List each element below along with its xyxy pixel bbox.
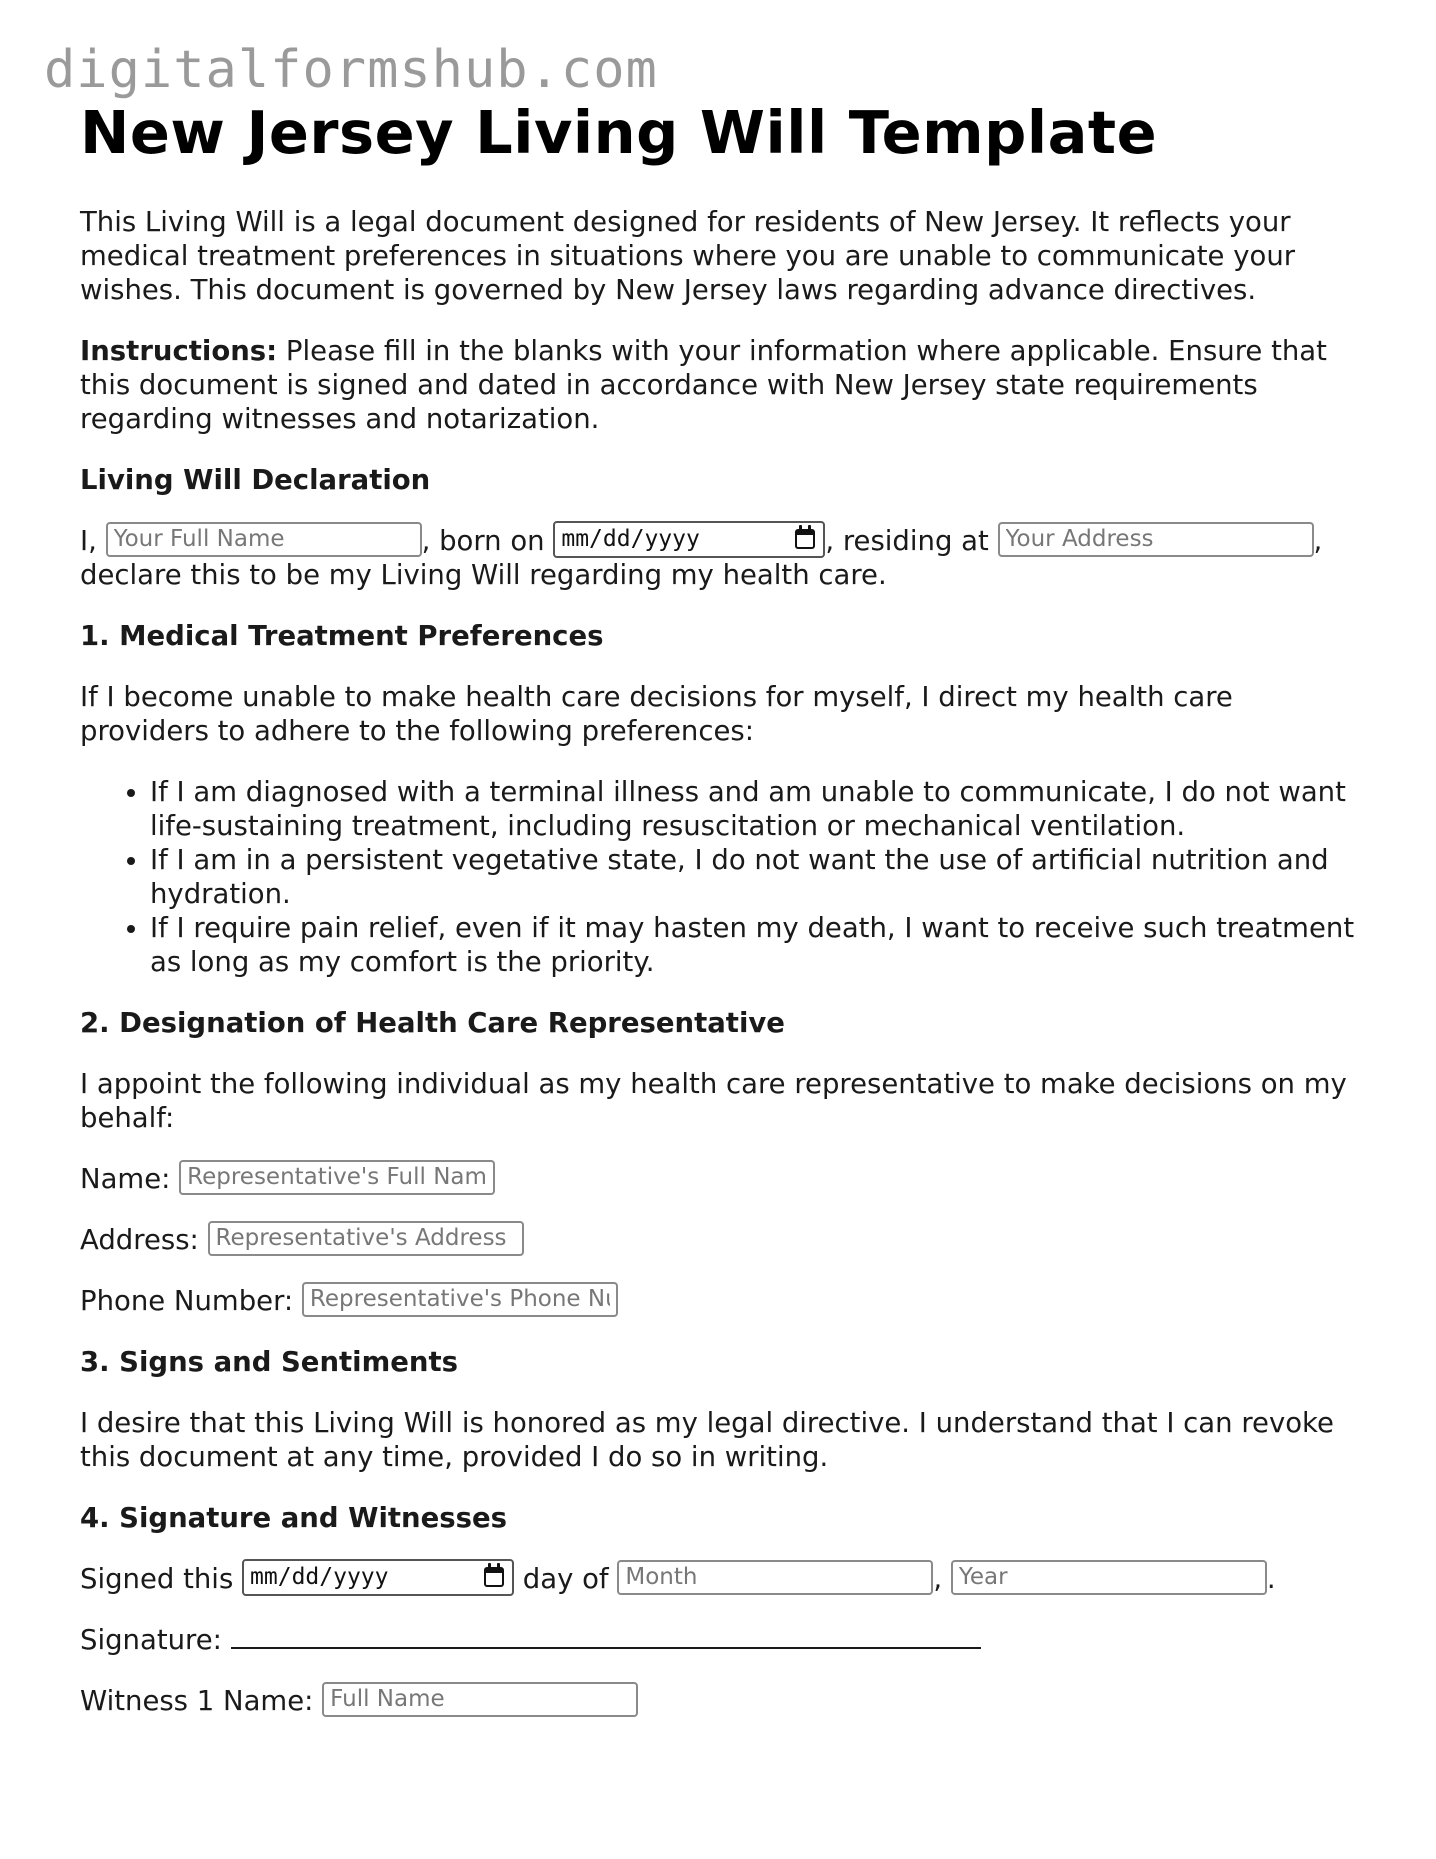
witness-1-name-input[interactable]	[322, 1682, 638, 1717]
declaration-suffix: ,	[1313, 524, 1323, 557]
birth-date-placeholder: mm/dd/yyyy	[561, 526, 700, 553]
instructions-paragraph	[80, 334, 1360, 436]
rep-address-row	[80, 1223, 1360, 1257]
year-input[interactable]	[951, 1560, 1267, 1595]
rep-phone-input[interactable]	[302, 1282, 618, 1317]
signed-date-input[interactable]	[242, 1559, 514, 1596]
signature-label: Signature:	[80, 1623, 231, 1656]
declaration-continuation: declare this to be my Living Will regarding my health care.	[80, 558, 887, 591]
day-of-text: day of	[514, 1562, 618, 1595]
declaration-heading: Living Will Declaration	[80, 463, 431, 496]
section-1-heading: 1. Medical Treatment Preferences	[80, 619, 604, 652]
document-title: New Jersey Living Will Template	[80, 98, 1158, 167]
signature-line[interactable]	[231, 1625, 981, 1649]
signed-date-row	[80, 1562, 1360, 1596]
section-2-intro: I appoint the following individual as my health care representative to make decisions on my behalf:	[80, 1067, 1347, 1134]
watermark: digitalformshub.com	[44, 40, 658, 100]
birth-date-input[interactable]	[553, 521, 825, 558]
rep-phone-label: Phone Number:	[80, 1284, 302, 1317]
calendar-icon[interactable]	[795, 529, 815, 549]
preferences-list	[80, 775, 1360, 979]
period-text: .	[1266, 1562, 1276, 1595]
signed-this-text: Signed this	[80, 1562, 243, 1595]
witness-1-row	[80, 1684, 1360, 1718]
declaration-line	[80, 524, 1360, 592]
instructions-text: Please fill in the blanks with your information where applicable. Ensure that this document is signed and dated in accordance with New Jersey state requirements regarding witnesses and notarization.	[80, 334, 1327, 435]
rep-address-label: Address:	[80, 1223, 208, 1256]
section-1-intro: If I become unable to make health care decisions for myself, I direct my health care providers to adhere to the following preferences:	[80, 680, 1233, 747]
rep-address-input[interactable]	[208, 1221, 524, 1256]
month-input[interactable]	[617, 1560, 933, 1595]
section-3-text: I desire that this Living Will is honored as my legal directive. I understand that I can revoke this document at any time, provided I do so in writing.	[80, 1406, 1334, 1473]
list-item: • If I am diagnosed with a terminal illness and am unable to communicate, I do not want life-sustaining treatment, including resuscitation or mechanical ventilation.	[150, 775, 1360, 843]
list-item: • If I am in a persistent vegetative state, I do not want the use of artificial nutrition and hydration.	[150, 843, 1360, 911]
address-input[interactable]	[998, 522, 1314, 557]
rep-name-row	[80, 1162, 1360, 1196]
section-4-heading: 4. Signature and Witnesses	[80, 1501, 508, 1534]
comma-text: ,	[933, 1562, 951, 1595]
residing-at-text: , residing at	[825, 524, 998, 557]
document-page	[80, 98, 1360, 1718]
instructions-label: Instructions:	[80, 334, 278, 367]
section-3-heading: 3. Signs and Sentiments	[80, 1345, 458, 1378]
witness-1-label: Witness 1 Name:	[80, 1684, 323, 1717]
declaration-prefix: I,	[80, 524, 106, 557]
rep-name-input[interactable]	[179, 1160, 495, 1195]
born-on-text: , born on	[421, 524, 554, 557]
calendar-icon[interactable]	[484, 1567, 504, 1587]
rep-phone-row	[80, 1284, 1360, 1318]
signed-date-placeholder: mm/dd/yyyy	[250, 1564, 389, 1591]
signature-row	[80, 1623, 1360, 1657]
intro-paragraph: This Living Will is a legal document designed for residents of New Jersey. It reflects your medical treatment preferences in situations where you are unable to communicate your wishes. This document is governed by New Jersey laws regarding advance directives.	[80, 205, 1296, 306]
section-2-heading: 2. Designation of Health Care Representative	[80, 1006, 785, 1039]
full-name-input[interactable]	[106, 522, 422, 557]
rep-name-label: Name:	[80, 1162, 180, 1195]
list-item: • If I require pain relief, even if it may hasten my death, I want to receive such treatment as long as my comfort is the priority.	[150, 911, 1360, 979]
